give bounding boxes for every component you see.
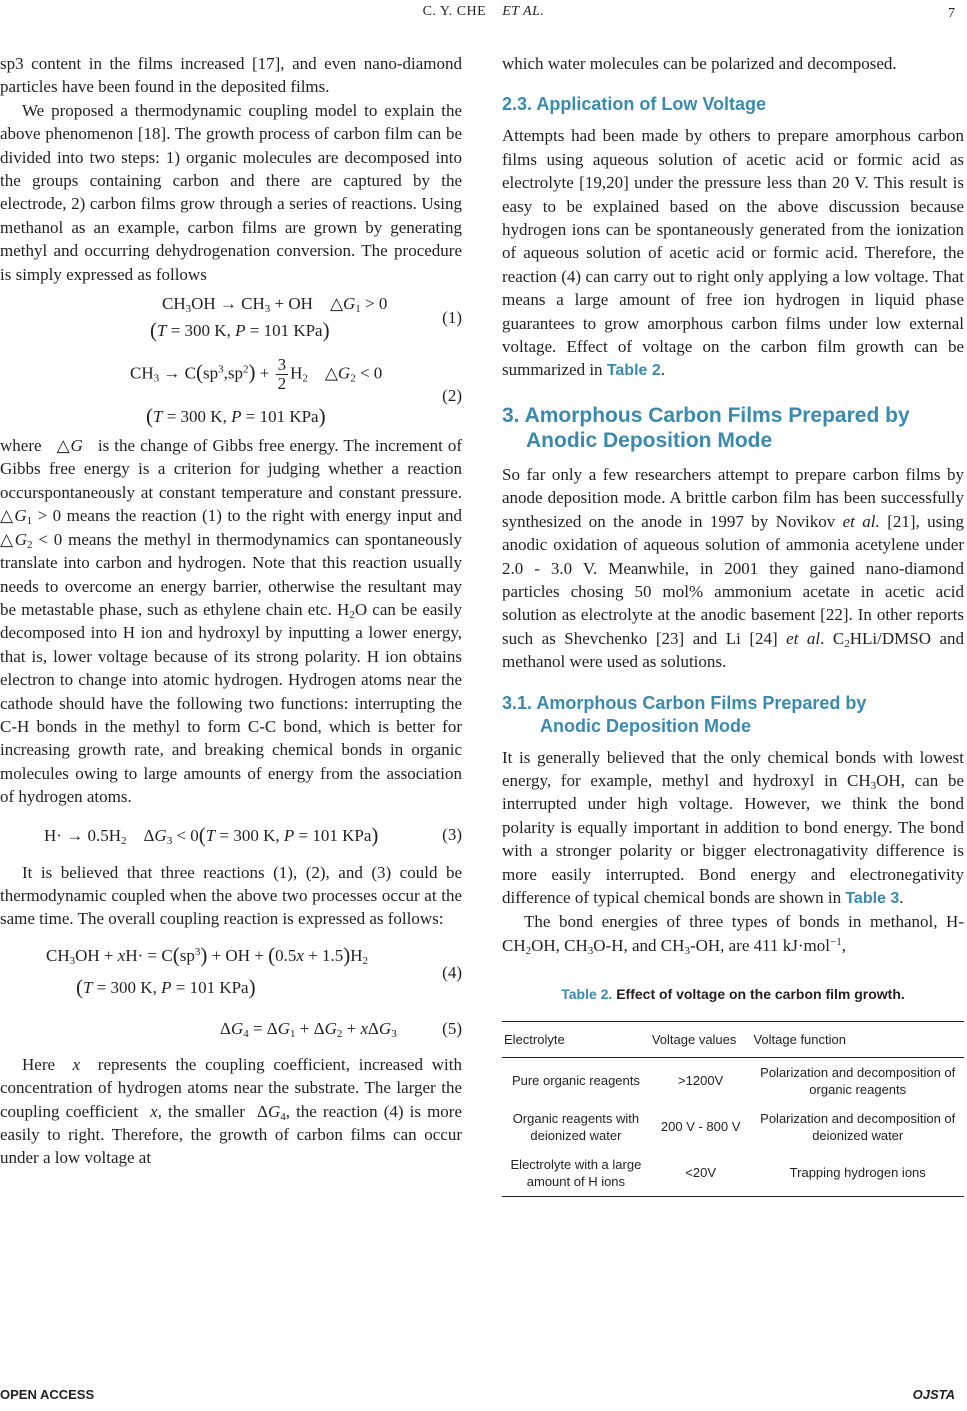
equation-5-number: (5) xyxy=(442,1018,462,1038)
table-2-caption xyxy=(502,983,964,1006)
right-column xyxy=(502,52,964,1197)
header-authors: C. Y. CHE xyxy=(422,4,487,19)
table-2-link[interactable]: Table 2 xyxy=(606,362,661,380)
equation-2-number: (2) xyxy=(442,386,462,406)
table-header-row xyxy=(502,1021,964,1057)
table-cell: Trapping hydrogen ions xyxy=(751,1150,964,1197)
table-header-voltage-values: Voltage values xyxy=(650,1021,752,1057)
section-3-1-heading: 3.1. Amorphous Carbon Films Prepared by Anodic Deposition Mode xyxy=(502,692,867,736)
left-paragraph-5: Here x represents the coupling coefficient, increased with concentration of hydrogen atoms near the substrate. The larger the coupling coefficient x, the smaller $\Delta G_4$, the reaction (4) is more easily to right. Therefore, the growth of carbon films can occur under a low voltage at xyxy=(0,1054,463,1168)
table-2 xyxy=(502,1021,964,1197)
table-cell: Organic reagents with deionized water xyxy=(512,1110,640,1143)
section-3-heading: 3. Amorphous Carbon Films Prepared by Anodic Deposition Mode xyxy=(502,403,910,452)
table-cell: <20V xyxy=(650,1150,752,1197)
left-column xyxy=(0,52,462,1170)
table-3-link[interactable]: Table 3 xyxy=(845,889,900,907)
footer-open-access: OPEN ACCESS xyxy=(0,1387,95,1402)
equation-3-number: (3) xyxy=(442,824,462,844)
table-header-voltage-function: Voltage function xyxy=(751,1021,964,1057)
right-paragraph-5: The bond energies of three types of bonds in methanol, $H-CH_2OH$, $CH_3O-H$, and $CH_3-OH$, are 411 kJ·mol$^{-1}$, xyxy=(502,912,964,957)
table-row xyxy=(502,1057,964,1104)
equation-1-number: (1) xyxy=(442,308,462,328)
right-paragraph-1: which water molecules can be polarized and decomposed. xyxy=(502,54,897,73)
running-header xyxy=(0,4,967,20)
left-paragraph-1: sp3 content in the films increased [17], and even nano-diamond particles have been found in the deposited films. xyxy=(0,54,462,97)
table-cell: 200 V - 800 V xyxy=(660,1119,741,1135)
table-cell: Pure organic reagents xyxy=(511,1073,640,1089)
left-paragraph-3: where △G is the change of Gibbs free energy. The increment of Gibbs free energy is a criterion for judging whether a reaction occurspontaneously at constant temperature and constant pressure. $\triangle G_1 > 0$ means the reaction (1) to the right with energy input and $\triangle G_2 < 0$ means the methyl in thermodynamics can spontaneously translate into carbon and hydrogen. Note that this reaction usually needs to overcome an energy barrier, otherwise the resultant may be metastable phase, such as ethylene chain etc. $H_2O$ can be easily decomposed into H ion and hydroxyl by inputting a lower energy, that is, lower voltage because of its strong polarity. H ion obtains electron to change into atomic hydrogen. Hydrogen atoms near the cathode should have the following two functions: interrupting the C-H bonds in the methyl to form C-C bond, which is better for increasing growth rate, and breaking chemical bonds in organic molecules owing to large amounts of energy from the association of hydrogen atoms. xyxy=(0,436,463,807)
equation-2: $CH_3 \to C(sp^3,sp^2)$ + $\frac{3}{2}$ $H_2$ $\triangle G_2 < 0$ (T = 300 K, P = 101 KPa) (2) xyxy=(130,355,462,429)
table-cell: >1200V xyxy=(678,1073,724,1089)
equation-1: $CH_3OH \to CH_3$ + OH $\triangle G_1 > 0$ (T = 300 K, P = 101 KPa) (1) xyxy=(150,294,462,343)
equation-3: $H\cdot \to 0.5H_2$ $\Delta G_3 < 0(T = 300$ K, P = 101 KPa) (3) xyxy=(44,822,462,847)
table-2-caption-text: Effect of voltage on the carbon film growth. xyxy=(616,986,905,1003)
right-paragraph-3: So far only a few researchers attempt to prepare carbon films by anode deposition mode. A brittle carbon film has been successfully synthesized on the anode in 1997 by Novikov et al. [21], using anodic oxidation of aqueous solution of ammonia acetylene under 2.0 - 3.0 V. Meanwhile, in 2001 they gained nano-diamond particles chosing 50 mol% ammonium acetate in acetic acid solution as electrolyte at the anodic basement [22]. In other reports such as Shevchenko [23] and Li [24] et al. $C_2HLi$/DMSO and methanol were used as solutions. xyxy=(502,464,965,672)
table-cell: Electrolyte with a large amount of H ions xyxy=(502,1150,650,1197)
table-cell: Polarization and decomposition of deionized water xyxy=(760,1110,956,1143)
table-2-caption-label: Table 2. xyxy=(561,986,613,1003)
table-row xyxy=(502,1104,964,1150)
left-paragraph-4: It is believed that three reactions (1), (2), and (3) could be thermodynamic coupled when the above two processes occur at the same time. The overall coupling reaction is expressed as follows: xyxy=(0,862,462,929)
right-paragraph-2: Attempts had been made by others to prepare amorphous carbon films using aqueous solution of acetic acid or formic acid as electrolyte [19,20] under the pressure less than 20 V. This result is easy to be explained based on the above discussion because hydrogen ions can be spontaneously generated from the ionization of aqueous solution of acetic acid or formic acid. Therefore, the reaction (4) can carry out to right only applying a low voltage. That means a large amount of free ion hydrogen in liquid phase guarantees to grow amorphous carbon films under low external voltage. Effect of voltage on the carbon film growth can be summarized in Table 2. xyxy=(502,126,964,380)
table-cell: Polarization and decomposition of organic reagents xyxy=(760,1064,956,1097)
equation-5: $\Delta G_4 = \Delta G_1 + \Delta G_2 + x\Delta G_3$ (5) xyxy=(220,1018,462,1040)
left-paragraph-2: We proposed a thermodynamic coupling model to explain the above phenomenon [18]. The growth process of carbon film can be divided into two steps: 1) organic molecules are decomposed into the groups containing carbon and there are captured by the electrode, 2) carbon films grow through a series of reactions. Using methanol as an example, carbon films are grown by generating methyl and occurring dehydrogenation conversion. The procedure is simply expressed as follows xyxy=(0,100,462,284)
equation-4-number: (4) xyxy=(442,962,462,982)
page-number: 7 xyxy=(948,6,955,21)
equation-4: $CH_3OH + xH\cdot = C(sp^3)$ + OH + $(0.5x + 1.5)H_2$ (T = 300 K, P = 101 KPa) (4) xyxy=(46,942,462,999)
header-et-al: ET AL. xyxy=(502,4,545,19)
section-2-3-heading: 2.3. Application of Low Voltage xyxy=(502,94,767,115)
table-row xyxy=(502,1150,964,1197)
table-header-electrolyte: Electrolyte xyxy=(502,1021,650,1057)
right-paragraph-4: It is generally believed that the only chemical bonds with lowest energy, for example, methyl and hydroxyl in $CH_3OH$, can be interrupted under high voltage. However, we think the bond polarity is equally important in addition to bond energy. The bond with a stronger polarity or bigger electronagativity difference is more easily interrupted. Bond energy and electronegativity difference of typical chemical bonds are shown in Table 3. xyxy=(502,747,964,907)
footer-journal: OJSTA xyxy=(912,1387,955,1402)
